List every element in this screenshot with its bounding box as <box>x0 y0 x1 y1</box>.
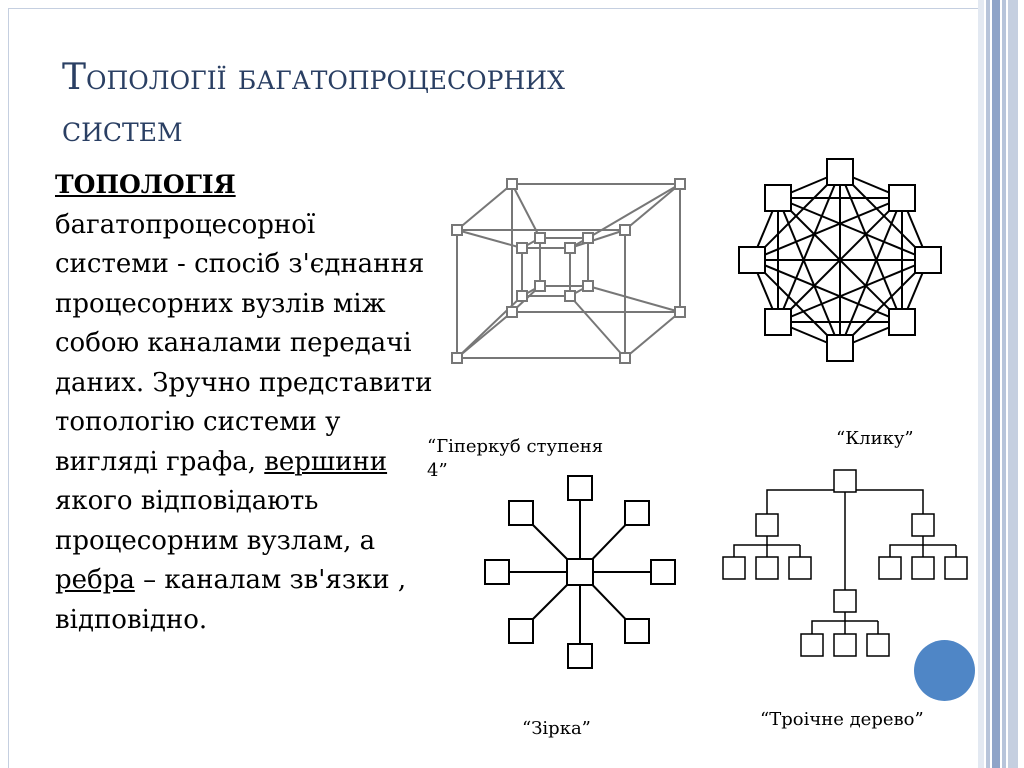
ternary-tree-diagram <box>715 460 975 670</box>
ternary-tree-caption: “Троічне дерево” <box>760 709 924 730</box>
slide-title-line2: систем <box>62 109 183 150</box>
star-caption: “Зірка” <box>522 718 591 739</box>
frame-stripe <box>986 0 990 768</box>
frame-stripe <box>978 0 984 768</box>
star-diagram <box>480 470 680 670</box>
definition-text <box>55 165 435 640</box>
frame-stripe <box>1008 0 1018 768</box>
definition-part1: багатопроцесорної системи - спосіб з'єднання процесорних вузлів між собою каналами передачі даних. Зручно представити топологію системи у вигляді графа, <box>55 209 433 477</box>
hypercube-caption-line1: “Гіперкуб ступеня <box>427 436 604 457</box>
frame-left-line <box>8 8 9 768</box>
slide-title <box>62 52 762 156</box>
clique-caption: “Клику” <box>836 428 914 449</box>
hypercube-diagram <box>440 170 700 370</box>
clique-diagram <box>730 150 950 370</box>
frame-stripe <box>992 0 1000 768</box>
term-vertices: вершини <box>264 446 388 477</box>
frame-top-line <box>8 8 978 9</box>
term-edges: ребра <box>55 565 135 595</box>
term-topology: ТОПОЛОГІЯ <box>55 170 236 199</box>
slide-title-line1: Топології багатопроцесорних <box>62 57 565 98</box>
frame-stripe <box>1002 0 1006 768</box>
hypercube-caption <box>427 435 603 483</box>
hypercube-caption-line2: 4” <box>427 460 448 481</box>
definition-part3: – каналам зв'язки , відповідно. <box>55 565 407 635</box>
definition-part2: якого відповідають процесорним вузлам, а <box>55 486 376 556</box>
accent-circle <box>914 640 975 701</box>
